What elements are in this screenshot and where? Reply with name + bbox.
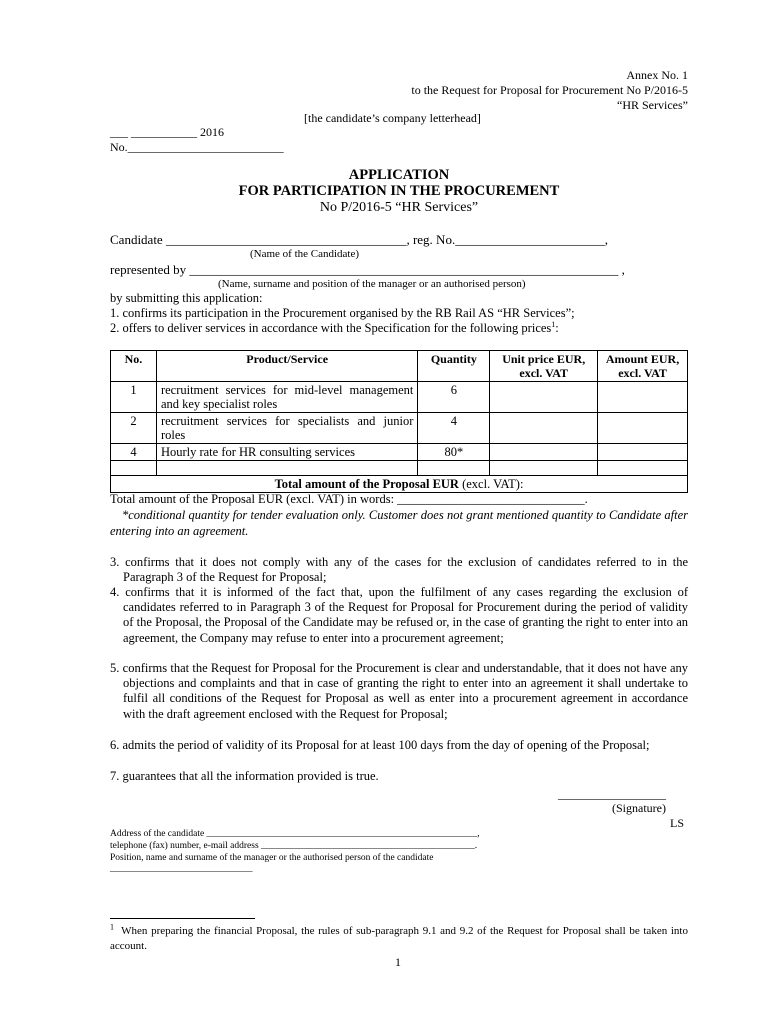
col-header-unit-price: Unit price EUR, excl. VAT bbox=[490, 351, 598, 382]
row-product: Hourly rate for HR consulting services bbox=[156, 444, 417, 461]
row-product: recruitment services for specialists and junior roles bbox=[156, 413, 417, 444]
row-unit-price[interactable] bbox=[490, 413, 598, 444]
footnote bbox=[110, 924, 688, 954]
item-3: 3. confirms that it does not comply with any of the cases for the exclusion of candidates referred to in the Paragraph 3 of the Request for Proposal; bbox=[110, 555, 688, 585]
position-caption: Position, name and surname of the manager or the authorised person of the candidate bbox=[110, 853, 434, 863]
table-total-row bbox=[111, 476, 688, 493]
row-amount[interactable] bbox=[598, 461, 688, 476]
col-header-amount: Amount EUR, excl. VAT bbox=[598, 351, 688, 382]
total-label: Total amount of the Proposal EUR (excl. VAT): bbox=[111, 476, 688, 493]
row-quantity: 80* bbox=[418, 444, 490, 461]
seal-label: LS bbox=[670, 816, 685, 830]
footnote-separator bbox=[110, 918, 255, 919]
footnote-number: 1 bbox=[110, 922, 114, 932]
item-5: 5. confirms that the Request for Proposal for the Procurement is clear and understandable, that it does not have any objections and complaints and that in case of granting the right to enter into an agreement it shall undertake to fulfil all conditions of the Request for Proposal as well as enter into a procurement agreement in accordance with the draft agreement enclosed with the Request for Proposal; bbox=[110, 661, 688, 721]
row-quantity: 6 bbox=[418, 382, 490, 413]
row-product: recruitment services for mid-level management and key specialist roles bbox=[156, 382, 417, 413]
row-unit-price[interactable] bbox=[490, 461, 598, 476]
address-field[interactable]: Address of the candidate _________________________________________________________, bbox=[110, 829, 480, 839]
date-line: ___ ___________ 2016 bbox=[110, 125, 224, 139]
represented-by-line: represented by __________________________________________________________________ , bbox=[110, 262, 625, 277]
col-header-quantity: Quantity bbox=[418, 351, 490, 382]
row-unit-price[interactable] bbox=[490, 382, 598, 413]
total-in-words: Total amount of the Proposal EUR (excl. VAT) in words: ______________________________. bbox=[110, 492, 588, 506]
page-number: 1 bbox=[395, 955, 401, 969]
item-2: 2. offers to deliver services in accordance with the Specification for the following prices$^1$: bbox=[110, 319, 559, 335]
row-number: 4 bbox=[111, 444, 157, 461]
candidate-name-caption: (Name of the Candidate) bbox=[250, 248, 360, 260]
table-row bbox=[111, 413, 688, 444]
number-line: No.__________________________ bbox=[110, 140, 284, 154]
request-reference: to the Request for Proposal for Procurement No P/2016-5 bbox=[411, 83, 688, 97]
col-header-product: Product/Service bbox=[156, 351, 417, 382]
signature-line[interactable]: __________________ bbox=[558, 787, 666, 801]
candidate-line: Candidate _____________________________________, reg. No._______________________, bbox=[110, 232, 608, 247]
item-6: 6. admits the period of validity of its Proposal for at least 100 days from the day of opening of the Proposal; bbox=[110, 738, 650, 752]
annex-label: Annex No. 1 bbox=[626, 68, 688, 82]
representative-caption: (Name, surname and position of the manager or an authorised person) bbox=[218, 278, 526, 290]
price-table bbox=[110, 350, 688, 493]
contact-field[interactable]: telephone (fax) number, e-mail address _____________________________________________. bbox=[110, 841, 478, 851]
document-subtitle: No P/2016-5 “HR Services” bbox=[319, 200, 479, 215]
position-field[interactable]: ______________________________ bbox=[110, 864, 253, 874]
item-1: 1. confirms its participation in the Procurement organised by the RB Rail AS “HR Services”; bbox=[110, 306, 575, 320]
row-amount[interactable] bbox=[598, 413, 688, 444]
row-amount[interactable] bbox=[598, 382, 688, 413]
document-title: APPLICATION bbox=[348, 167, 450, 183]
conditional-quantity-note: *conditional quantity for tender evaluation only. Customer does not grant mentioned quantity to Candidate after entering into an agreement. bbox=[110, 508, 688, 538]
signature-caption: (Signature) bbox=[612, 801, 666, 815]
row-quantity: 4 bbox=[418, 413, 490, 444]
footnote-text: When preparing the financial Proposal, the rules of sub-paragraph 9.1 and 9.2 of the Request for Proposal shall be taken into account. bbox=[110, 925, 688, 952]
document-title-line2: FOR PARTICIPATION IN THE PROCUREMENT bbox=[238, 183, 560, 199]
table-row bbox=[111, 444, 688, 461]
row-amount[interactable] bbox=[598, 444, 688, 461]
table-row bbox=[111, 382, 688, 413]
service-name: “HR Services” bbox=[617, 98, 688, 112]
col-header-no: No. bbox=[111, 351, 157, 382]
table-row-empty bbox=[111, 461, 688, 476]
row-number: 1 bbox=[111, 382, 157, 413]
footnote-ref: 1 bbox=[551, 319, 556, 329]
row-unit-price[interactable] bbox=[490, 444, 598, 461]
submission-intro: by submitting this application: bbox=[110, 291, 263, 305]
row-number: 2 bbox=[111, 413, 157, 444]
item-4: 4. confirms that it is informed of the fact that, upon the fulfilment of any cases regarding the exclusion of candidates referred to in Paragraph 3 of the Request for Proposal for Procurement during the period of validity of the Proposal, the Proposal of the Candidate may be refused or, in the case of granting the right to enter into an agreement, the Company may refuse to enter into a procurement agreement; bbox=[110, 585, 688, 645]
table-header-row bbox=[111, 351, 688, 382]
letterhead-note: [the candidate’s company letterhead] bbox=[304, 111, 481, 125]
item-7: 7. guarantees that all the information provided is true. bbox=[110, 769, 379, 783]
